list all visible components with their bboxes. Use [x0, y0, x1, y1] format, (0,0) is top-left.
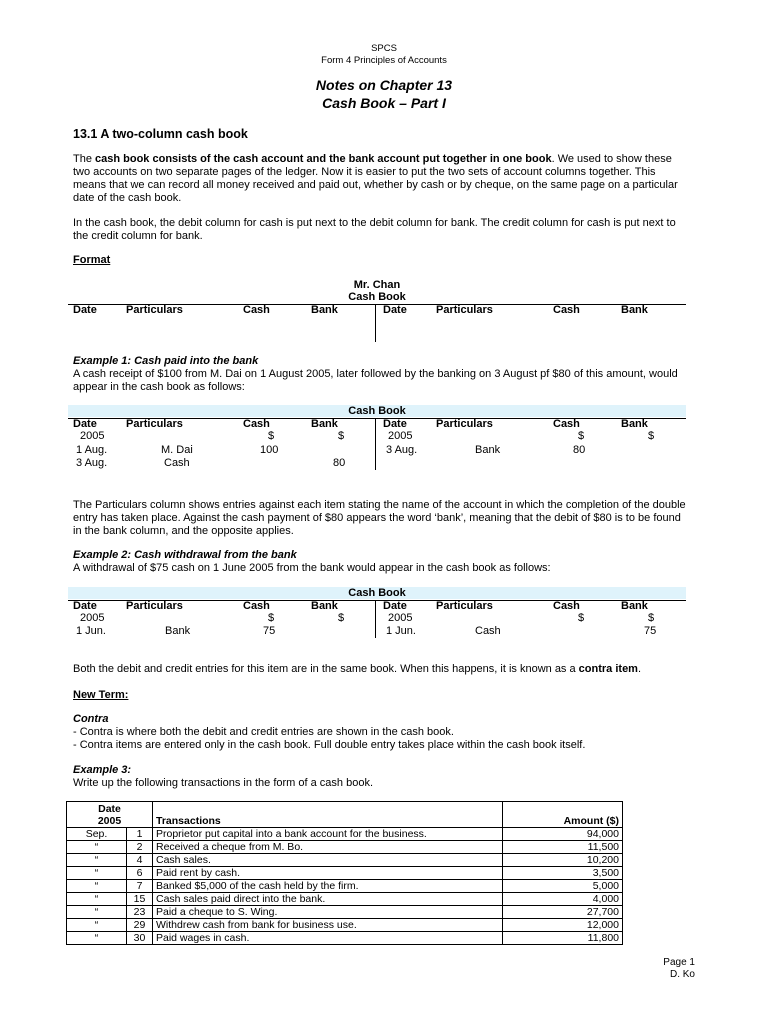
currency: $: [578, 430, 585, 442]
col-cash: Cash: [243, 600, 270, 612]
table-cell-month: “: [67, 906, 127, 919]
table-cell-amount: 5,000: [503, 880, 623, 893]
table-cell-amount: 94,000: [503, 828, 623, 841]
page-subtitle: Cash Book – Part I: [322, 95, 446, 111]
currency: $: [338, 430, 345, 442]
col-bank-credit: Bank: [621, 418, 648, 430]
table-cell-desc: Proprietor put capital into a bank account for the business.: [153, 828, 503, 841]
table-cell-amount: 11,500: [503, 841, 623, 854]
example-1-heading: Example 1: Cash paid into the bank: [73, 355, 259, 367]
table-row: [67, 854, 623, 867]
table-cell: 3 Aug.: [76, 457, 108, 469]
col-particulars-credit: Particulars: [436, 304, 493, 316]
table-cell: M. Dai: [161, 444, 193, 456]
format-owner: Mr. Chan: [353, 279, 401, 291]
table-cell-day: 1: [127, 828, 153, 841]
header-date: Date 2005: [67, 802, 153, 828]
col-cash-credit: Cash: [553, 600, 580, 612]
table-cell-month: Sep.: [67, 828, 127, 841]
table-cell-day: 7: [127, 880, 153, 893]
year: 2005: [388, 430, 413, 442]
col-particulars: Particulars: [126, 418, 183, 430]
page-title: Notes on Chapter 13: [315, 77, 453, 93]
col-particulars: Particulars: [126, 304, 183, 316]
subject-name: Form 4 Principles of Accounts: [321, 55, 447, 66]
currency: $: [268, 612, 275, 624]
term-definition-1: - Contra is where both the debit and credit entries are shown in the cash book.: [73, 726, 454, 738]
table-cell-desc: Paid a cheque to S. Wing.: [153, 906, 503, 919]
table-cell-day: 6: [127, 867, 153, 880]
table-cell-day: 15: [127, 893, 153, 906]
table-cell-amount: 27,700: [503, 906, 623, 919]
col-date-credit: Date: [383, 304, 407, 316]
col-bank: Bank: [311, 600, 338, 612]
example-2-explanation: Both the debit and credit entries for this item are in the same book. When this happens, it is known as a contra item.: [73, 663, 642, 675]
table-row: [67, 867, 623, 880]
col-cash: Cash: [243, 418, 270, 430]
term-name: Contra: [73, 713, 109, 725]
col-particulars-credit: Particulars: [436, 418, 493, 430]
year: 2005: [388, 612, 413, 624]
table-cell-month: “: [67, 893, 127, 906]
col-bank-credit: Bank: [621, 600, 648, 612]
intro-paragraph-1: The cash book consists of the cash account and the bank account put together in one book. We used to show these two accounts on two separate pages of the ledger. Now it is easier to put the two sets of account columns together. This means that we can record all money received and paid out, whether by cash or by cheque, on the same page on a particular date of the cash book.: [73, 153, 678, 204]
section-heading: 13.1 A two-column cash book: [73, 127, 248, 141]
col-cash: Cash: [243, 304, 270, 316]
table-cell-amount: 10,200: [503, 854, 623, 867]
table-cell-month: “: [67, 841, 127, 854]
col-bank: Bank: [311, 304, 338, 316]
year: 2005: [80, 612, 105, 624]
currency: $: [338, 612, 345, 624]
table-cell: Cash: [164, 457, 190, 469]
table-cell-desc: Paid rent by cash.: [153, 867, 503, 880]
example-2-heading: Example 2: Cash withdrawal from the bank: [73, 549, 297, 561]
table-cell-amount: 4,000: [503, 893, 623, 906]
table-cell-desc: Withdrew cash from bank for business use.: [153, 919, 503, 932]
col-particulars-credit: Particulars: [436, 600, 493, 612]
table-cell-amount: 3,500: [503, 867, 623, 880]
table-row: [67, 893, 623, 906]
col-date-credit: Date: [383, 600, 407, 612]
col-date: Date: [73, 418, 97, 430]
format-cash-book: [68, 279, 686, 343]
col-cash-credit: Cash: [553, 304, 580, 316]
table-cell: Bank: [475, 444, 501, 456]
col-particulars: Particulars: [126, 600, 183, 612]
example-2-text: A withdrawal of $75 cash on 1 June 2005 from the bank would appear in the cash book as follows:: [73, 562, 551, 574]
table-cell-desc: Cash sales.: [153, 854, 503, 867]
currency: $: [268, 430, 275, 442]
table-cell-month: “: [67, 880, 127, 893]
header-transactions: Transactions: [153, 802, 503, 828]
format-title: Cash Book: [348, 291, 406, 303]
table-cell: 1 Jun.: [76, 625, 106, 637]
table-cell: Cash: [475, 625, 501, 637]
table-cell-day: 4: [127, 854, 153, 867]
table-cell-month: “: [67, 932, 127, 945]
table-row: [67, 919, 623, 932]
table-cell: 80: [573, 444, 586, 456]
school-name: SPCS: [371, 43, 397, 54]
example-3-text: Write up the following transactions in the form of a cash book.: [73, 777, 374, 789]
example-1-table-title: Cash Book: [348, 405, 406, 417]
transactions-table: [66, 801, 623, 945]
format-heading: Format: [73, 254, 111, 266]
table-cell-day: 23: [127, 906, 153, 919]
table-cell-day: 2: [127, 841, 153, 854]
table-cell-amount: 12,000: [503, 919, 623, 932]
example-1-cash-book: [68, 405, 686, 470]
currency: $: [578, 612, 585, 624]
table-cell-day: 30: [127, 932, 153, 945]
example-1-text: A cash receipt of $100 from M. Dai on 1 August 2005, later followed by the banking on 3 August pf $80 of this amount, would appear in the cash book as follows:: [73, 368, 678, 393]
author: D. Ko: [669, 969, 695, 980]
table-cell: 80: [333, 457, 346, 469]
table-cell-month: “: [67, 867, 127, 880]
col-bank-credit: Bank: [621, 304, 648, 316]
table-cell-day: 29: [127, 919, 153, 932]
example-2-cash-book: [68, 587, 686, 639]
table-cell-desc: Banked $5,000 of the cash held by the firm.: [153, 880, 503, 893]
table-cell: 1 Aug.: [76, 444, 108, 456]
table-cell-desc: Paid wages in cash.: [153, 932, 503, 945]
col-date: Date: [73, 304, 97, 316]
table-cell: 1 Jun.: [386, 625, 416, 637]
year: 2005: [80, 430, 105, 442]
page-number: Page 1: [663, 957, 695, 968]
col-date: Date: [73, 600, 97, 612]
example-3-heading: Example 3:: [73, 764, 132, 776]
new-term-heading: New Term:: [73, 689, 129, 701]
table-cell-desc: Received a cheque from M. Bo.: [153, 841, 503, 854]
table-cell-month: “: [67, 854, 127, 867]
table-cell: 100: [260, 444, 279, 456]
table-row: [67, 880, 623, 893]
term-definition-2: - Contra items are entered only in the cash book. Full double entry takes place within the cash book itself.: [73, 739, 586, 751]
col-date-credit: Date: [383, 418, 407, 430]
example-2-table-title: Cash Book: [348, 587, 406, 599]
table-row: [67, 906, 623, 919]
header-amount: Amount ($): [503, 802, 623, 828]
table-cell-month: “: [67, 919, 127, 932]
col-cash-credit: Cash: [553, 418, 580, 430]
table-cell-desc: Cash sales paid direct into the bank.: [153, 893, 503, 906]
intro-paragraph-2: In the cash book, the debit column for cash is put next to the debit column for bank. The credit column for cash is put next to the credit column for bank.: [73, 217, 676, 242]
table-cell: Bank: [165, 625, 191, 637]
example-1-explanation: The Particulars column shows entries against each item stating the name of the account in which the completion of the double entry has taken place. Against the cash payment of $80 appears the word ‘bank’, meaning that the debit of $80 is to be found in the bank column, and the opposite applies.: [73, 499, 686, 537]
table-row: [67, 828, 623, 841]
table-cell-amount: 11,800: [503, 932, 623, 945]
table-cell: 75: [644, 625, 657, 637]
currency: $: [648, 612, 655, 624]
col-bank: Bank: [311, 418, 338, 430]
currency: $: [648, 430, 655, 442]
table-row: [67, 932, 623, 945]
table-row: [67, 841, 623, 854]
table-cell: 3 Aug.: [386, 444, 418, 456]
table-cell: 75: [263, 625, 276, 637]
